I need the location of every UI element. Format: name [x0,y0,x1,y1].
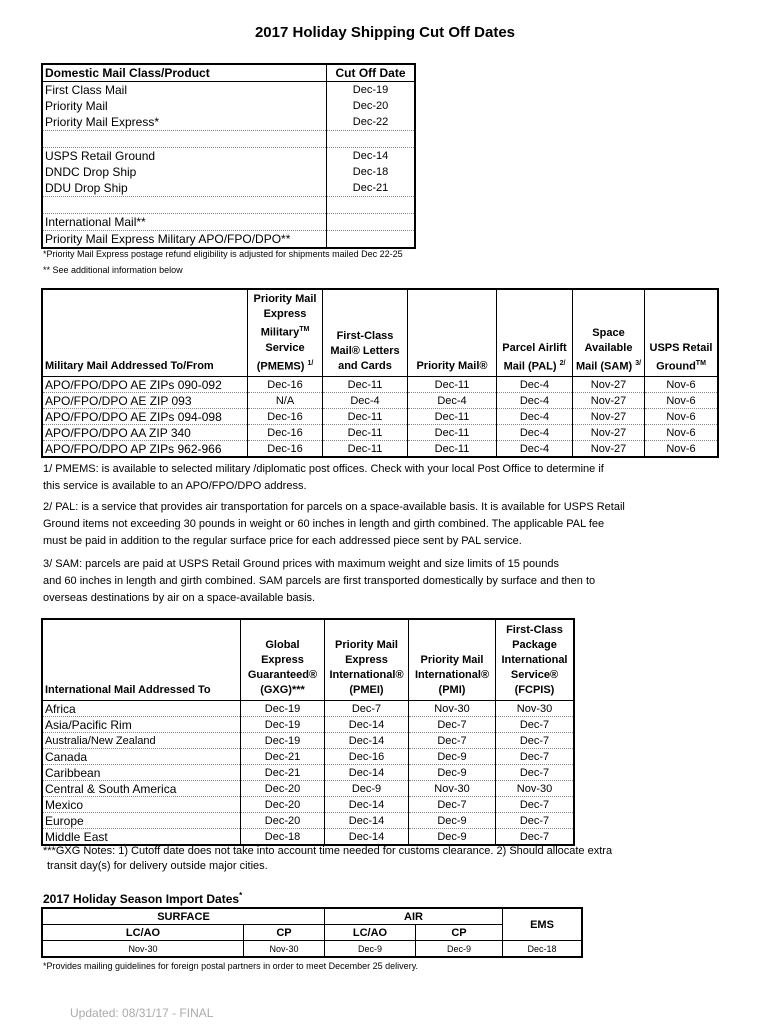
cell [327,214,416,231]
cell: Dec-11 [323,409,408,425]
cell: Dec-11 [408,441,497,458]
row-label: Australia/New Zealand [42,733,241,749]
cell: Nov-30 [244,941,325,958]
table-row [42,701,574,717]
cell: Dec-7 [409,797,496,813]
row-label: DNDC Drop Ship [42,164,327,180]
cell: Dec-20 [241,813,325,829]
cell: Nov-6 [645,409,719,425]
cell: Dec-4 [497,393,573,409]
footnote-pal [43,499,743,550]
row-label: APO/FPO/DPO AP ZIPs 962-966 [42,441,248,458]
table-row [42,393,718,409]
cell: Dec-7 [496,829,575,846]
row-label: USPS Retail Ground [42,148,327,165]
cell: Dec-9 [409,813,496,829]
import-title-mark: * [239,891,243,900]
table-row [42,214,415,231]
row-label: DDU Drop Ship [42,180,327,197]
row-label [42,197,327,214]
row-label: Canada [42,749,241,765]
cell: Dec-4 [497,409,573,425]
cell: Dec-14 [325,733,409,749]
table-row [42,377,718,393]
cell: Dec-14 [352,150,389,162]
table-row [42,797,574,813]
cell: Dec-11 [408,377,497,393]
group-header-air: AIR [325,908,503,925]
cell: Dec-9 [409,829,496,846]
row-label: Africa [42,701,241,717]
row-label: Priority Mail Express Military APO/FPO/DPO** [42,231,327,249]
cell: Dec-7 [409,733,496,749]
cell: Dec-9 [325,781,409,797]
table-row [42,781,574,797]
table-header-row [42,619,574,701]
cell: Dec-21 [241,749,325,765]
cell: Dec-9 [409,749,496,765]
row-label: Priority Mail Express* [42,114,327,131]
cell: Dec-16 [325,749,409,765]
cell: Nov-30 [409,781,496,797]
cell: Nov-30 [496,701,575,717]
row-label: Priority Mail [42,98,327,114]
column-header: CP [416,925,503,941]
import-title [43,891,242,906]
column-header: First-Class Mail® Letters and Cards [323,289,408,377]
column-header: USPS Retail Ground™ [645,289,719,377]
column-header: Priority Mail International® (PMI) [409,619,496,701]
column-header: Domestic Mail Class/Product [42,64,327,82]
domestic-note-1: *Priority Mail Express postage refund eligibility is adjusted for shipments mailed Dec 22-25 [43,249,403,259]
cell: Dec-16 [248,425,323,441]
cell: Dec-16 [248,409,323,425]
column-header: Priority Mail® [408,289,497,377]
cell: N/A [248,393,323,409]
row-label: Caribbean [42,765,241,781]
table-row [42,164,415,180]
table-row [42,82,415,99]
cell: Dec-14 [325,813,409,829]
cell: Dec-19 [241,717,325,733]
column-header: Space Available Mail (SAM) $^{3/}$ [573,289,645,377]
row-label: International Mail** [42,214,327,231]
footnote-line: overseas destinations by air on a space-available basis. [43,592,316,604]
column-header: Priority Mail Express Military™ Service (PMEMS) $^{1/}$ [248,289,323,377]
cell: Dec-11 [408,409,497,425]
cell: Dec-11 [323,377,408,393]
cell: Dec-4 [497,425,573,441]
table-row [42,813,574,829]
table-row [42,409,718,425]
cell: Nov-6 [645,393,719,409]
row-label: First Class Mail [42,82,327,99]
table-row [42,829,574,846]
import-title-text: 2017 Holiday Season Import Dates [43,892,240,906]
table-row [42,180,415,197]
column-header: LC/AO [325,925,416,941]
gxg-notes [43,844,743,874]
table-row [42,197,415,214]
cell: Dec-14 [325,717,409,733]
column-header: International Mail Addressed To [42,619,241,701]
column-header: Parcel Airlift Mail (PAL) $^{2/}$ [497,289,573,377]
footnote-line: this service is available to an APO/FPO/DPO address. [43,480,307,492]
table-row [42,231,415,249]
cell: Dec-11 [408,425,497,441]
cell: Dec-20 [241,797,325,813]
cell [327,131,416,148]
cell: Dec-7 [496,717,575,733]
table-row [42,114,415,131]
cell: Dec-7 [496,733,575,749]
row-label: APO/FPO/DPO AE ZIP 093 [42,393,248,409]
footnote-pmems [43,461,743,495]
note-line: transit day(s) for delivery outside major cities. [47,860,268,872]
column-header: Priority Mail Express International® (PMEI) [325,619,409,701]
cell: Dec-20 [241,781,325,797]
column-header: Global Express Guaranteed® (GXG)*** [241,619,325,701]
cell: Dec-22 [327,114,416,131]
footnote-line: 2/ PAL: is a service that provides air transportation for parcels on a space-available basis. It is available for USPS Retail [43,501,625,513]
footnote-line: Ground items not exceeding 30 pounds in weight or 60 inches in length and girth combined. The applicable PAL fee [43,518,605,530]
table-row [42,749,574,765]
footnote-line: 3/ SAM: parcels are paid at USPS Retail Ground prices with maximum weight and size limits of 15 pounds [43,558,560,570]
cell: Dec-16 [248,377,323,393]
cell: Dec-18 [352,166,389,178]
cell: Dec-4 [497,377,573,393]
page-title: 2017 Holiday Shipping Cut Off Dates [254,24,516,41]
cell: Dec-9 [416,941,503,958]
table-header-row [42,908,582,925]
row-label: Middle East [42,829,241,846]
table-subheader-row [42,925,582,941]
table-row [42,131,415,148]
table-row [42,717,574,733]
cell: Dec-4 [408,393,497,409]
cell: Dec-19 [352,84,389,96]
cell: Dec-9 [409,765,496,781]
cell: Dec-19 [241,701,325,717]
cell: Nov-30 [409,701,496,717]
table-header-row [42,64,415,82]
cell: Nov-27 [573,441,645,458]
cell: Dec-16 [248,441,323,458]
footnote-line: and 60 inches in length and girth combined. SAM parcels are first transported domestically by surface and then to [43,575,596,587]
column-header: Cut Off Date [327,64,416,82]
table-row [42,941,582,958]
international-table [41,618,575,846]
row-label: Central & South America [42,781,241,797]
cell: Nov-27 [573,377,645,393]
cell: Nov-27 [573,393,645,409]
cell: Dec-7 [409,717,496,733]
group-header-surface: SURFACE [42,908,325,925]
row-label: Asia/Pacific Rim [42,717,241,733]
row-label: APO/FPO/DPO AE ZIPs 094-098 [42,409,248,425]
military-table [41,288,719,458]
row-label: Mexico [42,797,241,813]
cell: Nov-27 [573,425,645,441]
table-row [42,765,574,781]
row-label: APO/FPO/DPO AE ZIPs 090-092 [42,377,248,393]
cell: Dec-4 [323,393,408,409]
import-table [41,907,583,958]
cell: Dec-19 [241,733,325,749]
table-header-row [42,289,718,377]
updated-footer: Updated: 08/31/17 - FINAL [70,1006,214,1020]
domestic-table [41,63,416,249]
column-header: Military Mail Addressed To/From [42,289,248,377]
cell: Dec-18 [241,829,325,846]
cell: Nov-30 [496,781,575,797]
column-header: CP [244,925,325,941]
cell: Nov-6 [645,441,719,458]
cell: Dec-21 [327,180,416,197]
table-row [42,98,415,114]
cell: Nov-30 [42,941,244,958]
cell [327,197,416,214]
table-row [42,425,718,441]
footnote-sam [43,556,743,607]
cell: Dec-14 [325,765,409,781]
table-row [42,441,718,458]
cell [327,231,416,249]
cell: Dec-7 [496,765,575,781]
table-row [42,148,415,165]
import-note: *Provides mailing guidelines for foreign postal partners in order to meet December 25 delivery. [43,961,419,971]
footnote-line: must be paid in addition to the regular surface price for each addressed piece sent by PAL service. [43,535,522,547]
cell: Dec-20 [352,100,389,112]
cell: Dec-9 [325,941,416,958]
cell: Dec-18 [503,941,583,958]
domestic-note-2: ** See additional information below [43,265,183,275]
cell: Dec-21 [241,765,325,781]
cell: Dec-11 [323,441,408,458]
cell: Dec-14 [325,797,409,813]
cell: Nov-27 [573,409,645,425]
cell: Dec-14 [325,829,409,846]
row-label: Europe [42,813,241,829]
column-header: First-Class Package International Service® (FCPIS) [496,619,575,701]
column-header: LC/AO [42,925,244,941]
cell: Nov-6 [645,425,719,441]
cell: Dec-7 [496,813,575,829]
footnote-line: 1/ PMEMS: is available to selected military /diplomatic post offices. Check with your local Post Office to determine if [43,463,604,475]
row-label: APO/FPO/DPO AA ZIP 340 [42,425,248,441]
cell: Dec-7 [325,701,409,717]
group-header-ems: EMS [503,908,583,941]
cell: Nov-6 [645,377,719,393]
note-line: ***GXG Notes: 1) Cutoff date does not take into account time needed for customs clearance. 2) Should allocate extra [43,845,613,857]
cell: Dec-11 [323,425,408,441]
row-label [42,131,327,148]
cell: Dec-7 [496,797,575,813]
cell: Dec-7 [496,749,575,765]
cell: Dec-4 [497,441,573,458]
table-row [42,733,574,749]
